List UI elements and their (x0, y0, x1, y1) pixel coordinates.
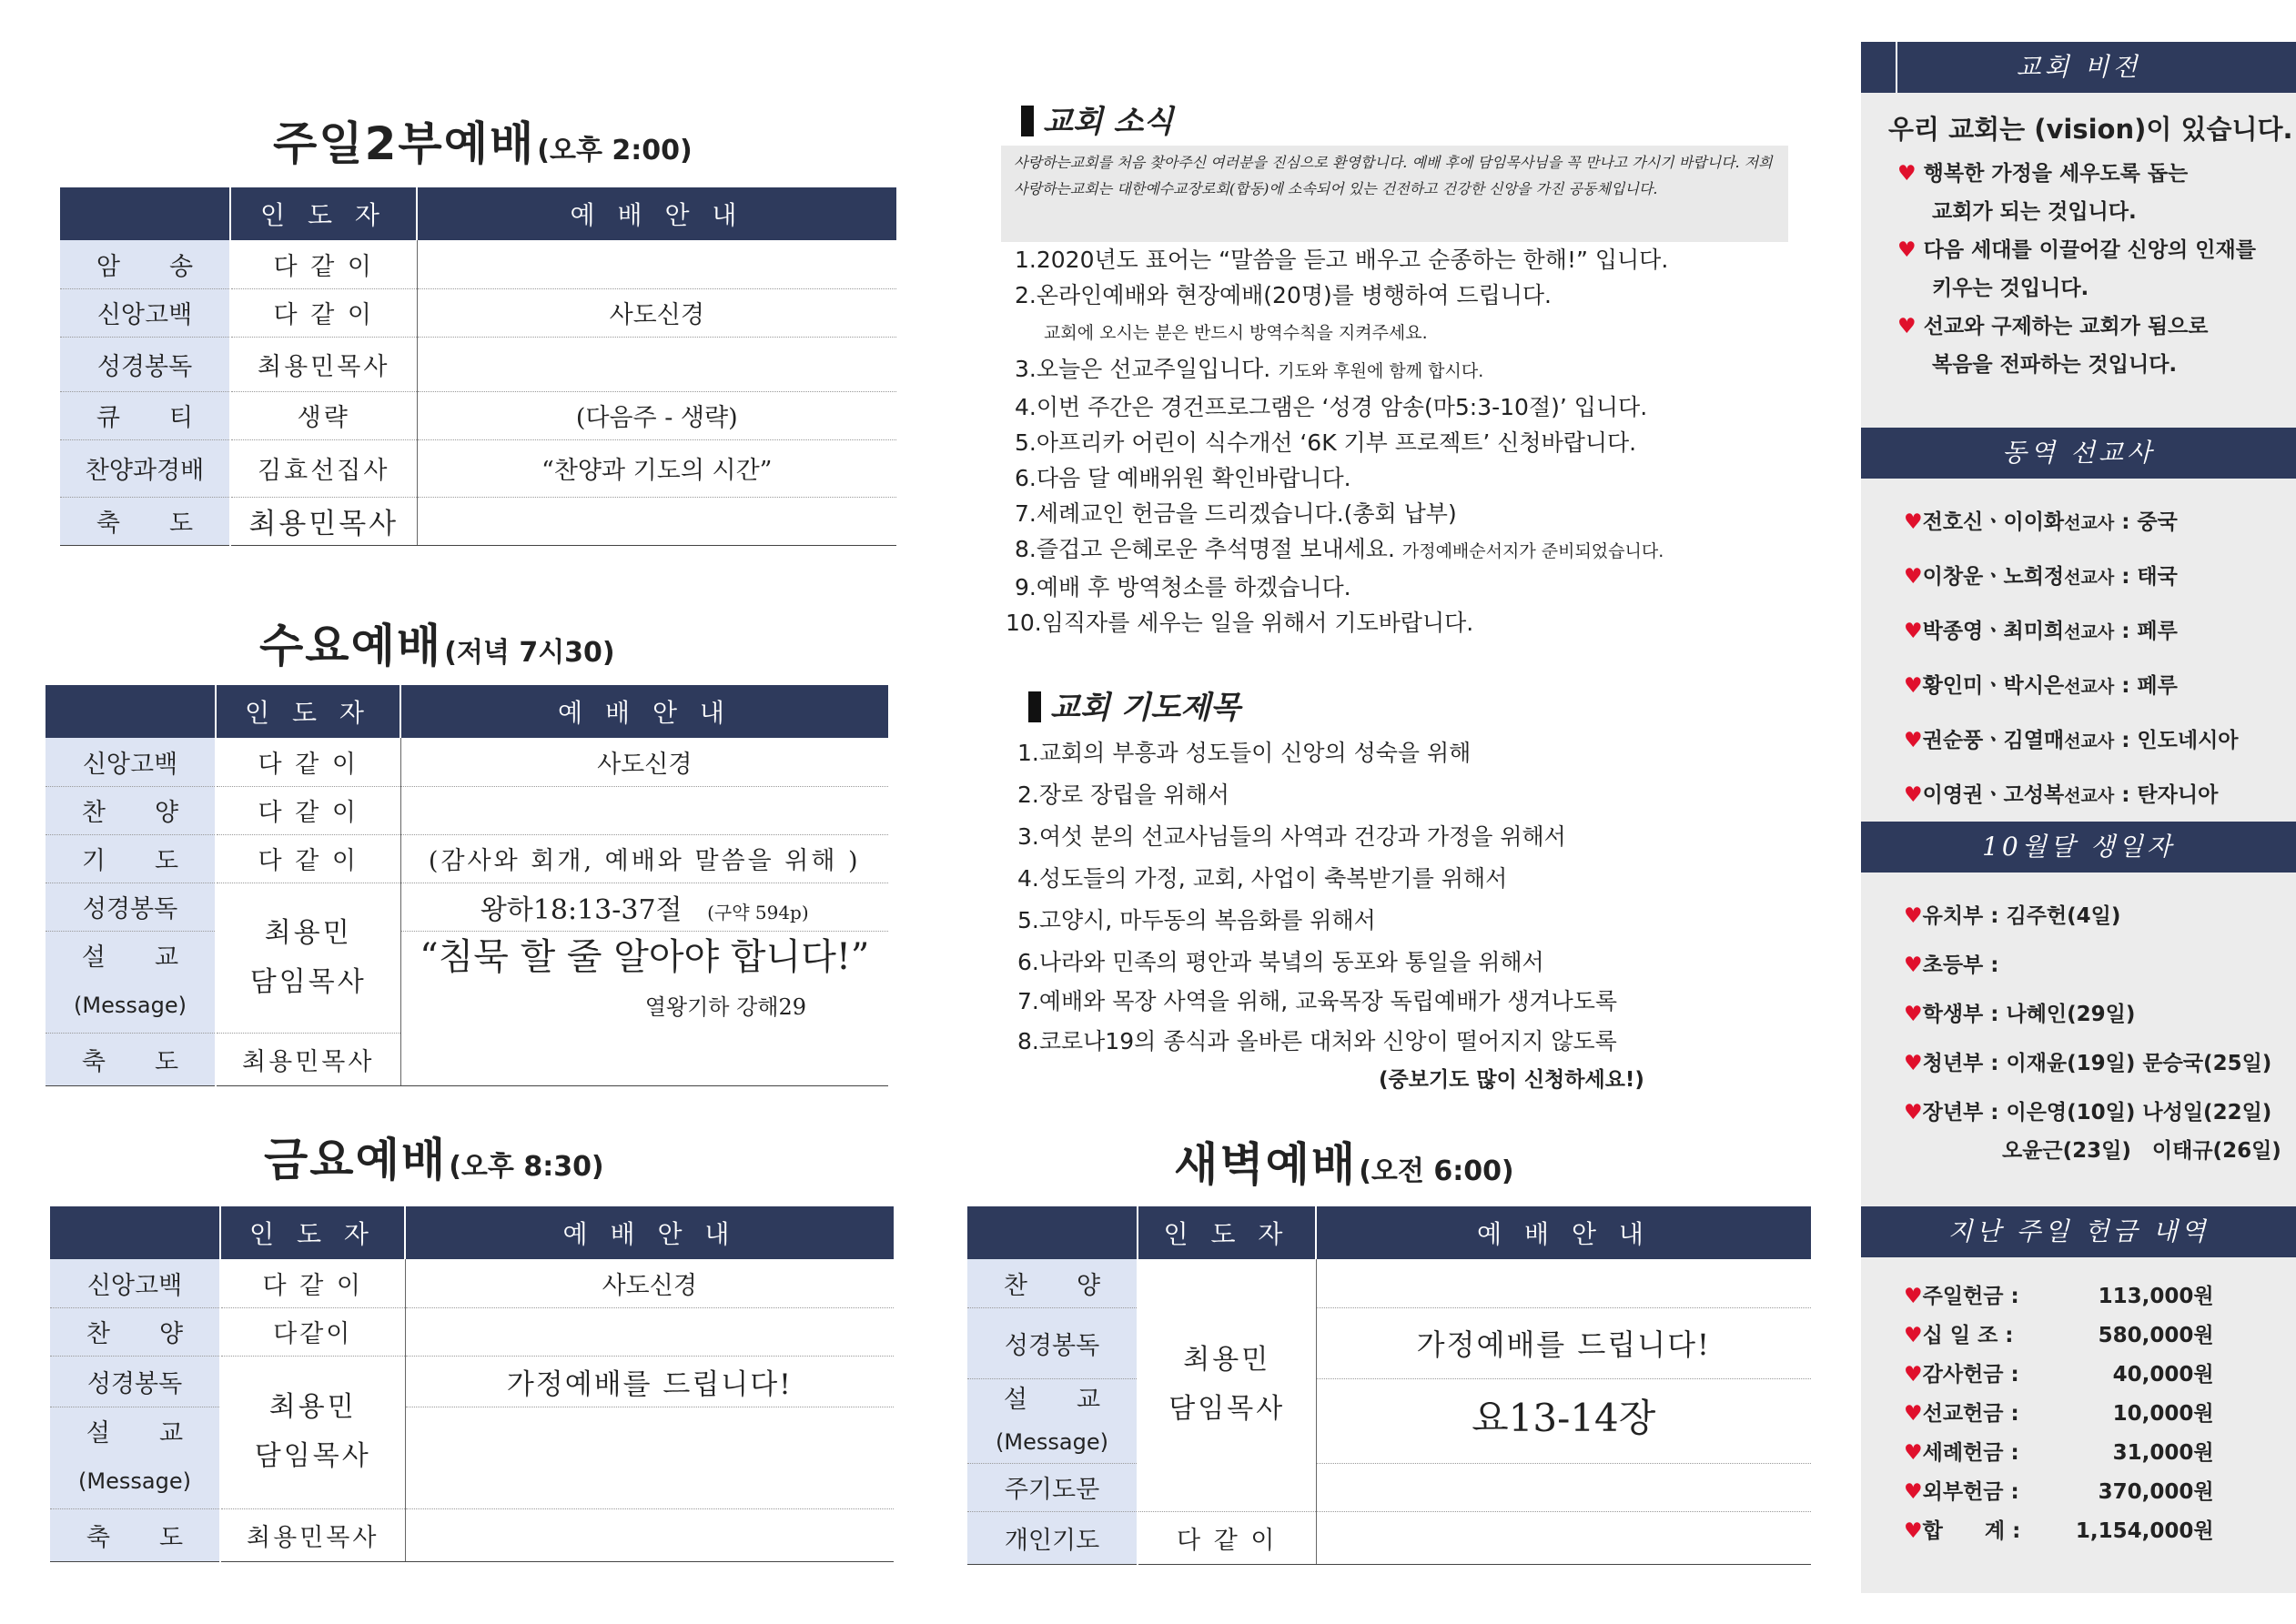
header-blank (46, 685, 216, 738)
row-info (400, 786, 888, 834)
sunday-title (273, 107, 693, 173)
row-label: 축 도 (60, 497, 230, 545)
label-line-2: (Message) (78, 1468, 191, 1494)
row-label (967, 1378, 1138, 1463)
list-item: 10.임직자를 세우는 일을 위해서 기도바랍니다. (1006, 610, 1474, 636)
leader-name: 최용민 (264, 916, 352, 949)
row-info: “찬양과 기도의 시간” (417, 439, 896, 497)
heart-icon: ♥ (1904, 1480, 1923, 1504)
header-leader: 인 도 자 (230, 187, 417, 240)
row-label: 찬 양 (46, 786, 216, 834)
heading-bar-icon (1021, 106, 1034, 136)
list-item: ♥ 합 계 : 1,154,000원 (1904, 1512, 2214, 1551)
header-info: 예 배 안 내 (1316, 1206, 1811, 1259)
list-item: 6.나라와 민족의 평안과 북녘의 동포와 통일을 위해서 (1017, 949, 1544, 975)
table-row (967, 1511, 1811, 1564)
row-label: 암 송 (60, 240, 230, 288)
heart-icon: ♥ (1904, 620, 1923, 643)
list-item: ♥ 선교와 구제하는 교회가 됨으로 복음을 전파하는 것입니다. (1897, 315, 2209, 377)
row-label: 찬 양 (967, 1259, 1138, 1307)
birthdays-heading (1861, 822, 2296, 873)
list-item: 4.성도들의 가정, 교회, 사업이 축복받기를 위해서 (1017, 865, 1508, 892)
list-item: ♥ 다음 세대를 이끌어갈 신앙의 인재를 키우는 것입니다. (1897, 238, 2256, 300)
row-leader: 다 같 이 (216, 786, 400, 834)
wednesday-time: (저녁 7시30) (444, 637, 615, 669)
news-heading (1021, 96, 1173, 141)
offerings-heading (1861, 1206, 2296, 1257)
row-label: 찬 양 (50, 1307, 220, 1356)
heart-icon: ♥ (1897, 315, 1917, 338)
friday-title-main: 금요예배 (264, 1134, 448, 1186)
prayer-heading (1028, 682, 1240, 727)
row-info (400, 931, 888, 1033)
row-label: 성경봉독 (60, 337, 230, 391)
list-item: ♥초등부 : (1904, 953, 1999, 977)
heart-icon: ♥ (1904, 783, 1923, 807)
birthdays-list (1904, 892, 2281, 1170)
row-label: 신앙고백 (60, 288, 230, 337)
row-leader: 최용민목사 (230, 337, 417, 391)
dawn-title-main: 새벽예배 (1174, 1138, 1358, 1191)
sermon-series: 열왕기하 강해29 (644, 994, 806, 1020)
sunday-title-main: 주일2부예배 (273, 117, 536, 170)
row-info: (다음주 - 생략) (417, 391, 896, 439)
list-item: 8.즐겁고 은혜로운 추석명절 보내세요. 가정예배순서지가 준비되었습니다. (1015, 536, 1664, 562)
list-item: 6.다음 달 예배위원 확인바랍니다. (1015, 465, 1351, 491)
list-item: ♥학생부 : 나혜인(29일) (1904, 1003, 2136, 1026)
row-label: 개인기도 (967, 1511, 1138, 1564)
list-item: ♥ 세례헌금 : 31,000원 (1904, 1434, 2214, 1473)
row-leader: 생략 (230, 391, 417, 439)
sermon-title: “침묵 할 줄 알아야 합니다!” (420, 935, 870, 978)
list-item: ♥황인미ㆍ박시은선교사 : 페루 (1904, 674, 2178, 698)
news-list (1006, 242, 1669, 641)
list-item: ♥ 주일헌금 : 113,000원 (1904, 1277, 2214, 1316)
list-item: 3.여섯 분의 선교사님들의 사역과 건강과 가정을 위해서 (1017, 823, 1566, 850)
list-item: ♥ 외부헌금 : 370,000원 (1904, 1473, 2214, 1512)
scripture-page: (구약 594p) (707, 901, 809, 923)
list-item: 3.오늘은 선교주일입니다. 기도와 후원에 함께 합시다. (1015, 356, 1484, 382)
row-info (405, 1307, 894, 1356)
row-leader: 다 같 이 (216, 738, 400, 786)
table-row (46, 738, 888, 786)
vision-list (1897, 155, 2256, 384)
header-blank (967, 1206, 1138, 1259)
row-info: 가정예배를 드립니다! (1316, 1307, 1811, 1378)
heart-icon: ♥ (1904, 510, 1923, 534)
row-info (400, 1033, 888, 1085)
prayer-heading-text: 교회 기도제목 (1050, 690, 1240, 726)
leader-name: 최용민 (1183, 1344, 1271, 1377)
list-item: 5.고양시, 마두동의 복음화를 위해서 (1017, 907, 1376, 933)
row-info (1316, 1463, 1811, 1511)
table-row (50, 1259, 894, 1307)
list-item: ♥이영권ㆍ고성복선교사 : 탄자니아 (1904, 783, 2219, 807)
header-blank (60, 187, 230, 240)
row-leader: 최용민목사 (216, 1033, 400, 1085)
table-row (60, 439, 896, 497)
row-info: 사도신경 (400, 738, 888, 786)
heart-icon: ♥ (1897, 238, 1917, 262)
heart-icon: ♥ (1904, 1052, 1923, 1075)
row-leader: 김효선집사 (230, 439, 417, 497)
vision-heading (1861, 42, 2296, 93)
birthdays-heading-text: 10월달 생일자 (1982, 832, 2175, 862)
news-heading-text: 교회 소식 (1043, 104, 1174, 140)
label-line-2: (Message) (996, 1428, 1108, 1455)
row-leader: 다 같 이 (230, 288, 417, 337)
heart-icon: ♥ (1904, 674, 1923, 698)
table-row (50, 1356, 894, 1407)
heart-icon: ♥ (1904, 1363, 1923, 1387)
leader-name: 최용민 (268, 1391, 357, 1423)
list-item: ♥이창운ㆍ노희정선교사 : 태국 (1904, 565, 2178, 589)
table-row (50, 1307, 894, 1356)
header-leader: 인 도 자 (220, 1206, 405, 1259)
row-label: 성경봉독 (50, 1356, 220, 1407)
row-label: 신앙고백 (46, 738, 216, 786)
wednesday-title (259, 610, 615, 675)
row-info (417, 497, 896, 545)
heart-icon: ♥ (1904, 565, 1923, 589)
table-row (50, 1407, 894, 1508)
list-item: 4.이번 주간은 경건프로그램은 ‘성경 암송(마5:3-10절)’ 입니다. (1015, 394, 1648, 420)
table-row (967, 1259, 1811, 1307)
heart-icon: ♥ (1904, 953, 1923, 977)
row-label: 큐 티 (60, 391, 230, 439)
list-item: ♥유치부 : 김주헌(4일) (1904, 904, 2121, 928)
prayer-list (1017, 732, 1617, 1064)
row-info (405, 1508, 894, 1561)
row-info (400, 883, 888, 931)
leader-title: 담임목사 (254, 1440, 371, 1472)
list-item: ♥장년부 : 이은영(10일) 나성일(22일) 오윤근(23일) 이태규(26일) (1904, 1101, 2281, 1163)
table-header (46, 685, 888, 738)
list-item: ♥ 감사헌금 : 40,000원 (1904, 1356, 2214, 1395)
table-row (46, 883, 888, 931)
list-item: 8.코로나19의 종식과 올바른 대처와 신앙이 떨어지지 않도록 (1017, 1028, 1617, 1054)
friday-title (264, 1124, 604, 1189)
header-leader: 인 도 자 (216, 685, 400, 738)
header-info: 예 배 안 내 (405, 1206, 894, 1259)
row-info (405, 1407, 894, 1508)
heart-icon: ♥ (1904, 1003, 1923, 1026)
row-label: 성경봉독 (967, 1307, 1138, 1378)
label-line-2: (Message) (74, 993, 187, 1018)
welcome-box: 사랑하는교회를 처음 찾아주신 여러분을 진심으로 환영합니다. 예배 후에 담임목사님을 꼭 만나고 가시기 바랍니다. 저희 사랑하는교회는 대한예수교장로회(합동)에 소속되어 있는 건전하고 건강한 신앙을 가진 공동체입니다. (1001, 146, 1788, 242)
vision-lead: 우리 교회는 (vision)이 있습니다. (1888, 114, 2293, 145)
table-header (50, 1206, 894, 1259)
row-leader: 다 같 이 (220, 1259, 405, 1307)
row-info: (감사와 회개, 예배와 말씀을 위해 ) (400, 834, 888, 883)
list-item: ♥박종영ㆍ최미희선교사 : 페루 (1904, 620, 2178, 643)
table-row (50, 1508, 894, 1561)
leader-title: 담임목사 (249, 965, 367, 998)
row-info (1316, 1511, 1811, 1564)
row-label: 기 도 (46, 834, 216, 883)
merged-leader (216, 883, 400, 1033)
table-row (60, 497, 896, 545)
missionaries-heading-text: 동역 선교사 (2001, 438, 2156, 468)
heart-icon: ♥ (1904, 729, 1923, 752)
list-item: ♥ 선교헌금 : 10,000원 (1904, 1395, 2214, 1434)
heart-icon: ♥ (1904, 1402, 1923, 1426)
row-label (46, 931, 216, 1033)
row-label: 주기도문 (967, 1463, 1138, 1511)
row-info: 요13-14장 (1316, 1378, 1811, 1463)
heart-icon: ♥ (1897, 162, 1917, 186)
row-info (1316, 1259, 1811, 1307)
list-item: 1.교회의 부흥과 성도들이 신앙의 성숙을 위해 (1017, 740, 1472, 766)
heart-icon: ♥ (1904, 1101, 1923, 1125)
friday-time: (오후 8:30) (449, 1151, 604, 1183)
table-row (967, 1463, 1811, 1511)
row-label: 찬양과경배 (60, 439, 230, 497)
leader-title: 담임목사 (1168, 1393, 1286, 1426)
table-row (46, 931, 888, 1033)
table-row (60, 337, 896, 391)
header-info: 예 배 안 내 (417, 187, 896, 240)
list-item: ♥청년부 : 이재윤(19일) 문승국(25일) (1904, 1052, 2272, 1075)
prayer-footer: (중보기도 많이 신청하세요!) (1379, 1068, 1644, 1092)
row-leader: 다 같 이 (1138, 1511, 1316, 1564)
table-row (46, 1033, 888, 1085)
table-header (60, 187, 896, 240)
wednesday-title-main: 수요예배 (259, 620, 443, 672)
row-label: 신앙고백 (50, 1259, 220, 1307)
row-leader: 최용민목사 (220, 1508, 405, 1561)
row-info (417, 240, 896, 288)
heart-icon: ♥ (1904, 1519, 1923, 1543)
table-header (967, 1206, 1811, 1259)
row-leader: 다 같 이 (216, 834, 400, 883)
table-row (60, 391, 896, 439)
heart-icon: ♥ (1904, 904, 1923, 928)
list-item: 2.장로 장립을 위해서 (1017, 782, 1229, 808)
dawn-time: (오전 6:00) (1359, 1155, 1514, 1187)
row-label: 축 도 (46, 1033, 216, 1085)
sunday-table (60, 187, 896, 546)
row-label (50, 1407, 220, 1508)
list-item: 5.아프리카 어린이 식수개선 ‘6K 기부 프로젝트’ 신청바랍니다. (1015, 429, 1637, 456)
row-info (417, 337, 896, 391)
list-item: 9.예배 후 방역청소를 하겠습니다. (1015, 574, 1351, 600)
dawn-table (967, 1206, 1811, 1565)
merged-leader (1138, 1259, 1316, 1511)
friday-table (50, 1206, 894, 1562)
heading-bar-icon (1028, 691, 1041, 722)
missionaries-heading (1861, 428, 2296, 479)
dawn-title (1174, 1128, 1514, 1194)
list-item: ♥ 행복한 가정을 세우도록 돕는 교회가 되는 것입니다. (1897, 162, 2189, 224)
list-item: ♥권순풍ㆍ김열매선교사 : 인도네시아 (1904, 729, 2239, 752)
row-info: 사도신경 (417, 288, 896, 337)
row-label: 성경봉독 (46, 883, 216, 931)
heart-icon: ♥ (1904, 1285, 1923, 1308)
list-item: ♥전호신ㆍ이이화선교사 : 중국 (1904, 510, 2178, 534)
label-line-1: 설 교 (1003, 1385, 1101, 1414)
row-leader: 다같이 (220, 1307, 405, 1356)
offerings-heading-text: 지난 주일 헌금 내역 (1947, 1216, 2210, 1246)
table-row (46, 834, 888, 883)
merged-leader (220, 1356, 405, 1508)
label-line-1: 설 교 (86, 1419, 184, 1447)
wednesday-table (46, 685, 888, 1086)
list-item: 7.세례교인 헌금을 드리겠습니다.(총회 납부) (1015, 500, 1457, 527)
header-info: 예 배 안 내 (400, 685, 888, 738)
heart-icon: ♥ (1904, 1324, 1923, 1347)
list-item: 1.2020년도 표어는 “말씀을 듣고 배우고 순종하는 한해!” 입니다. (1015, 247, 1669, 273)
row-leader: 다 같 이 (230, 240, 417, 288)
row-label: 축 도 (50, 1508, 220, 1561)
table-row (60, 240, 896, 288)
header-leader: 인 도 자 (1138, 1206, 1316, 1259)
offerings-list (1904, 1277, 2214, 1551)
heading-strip (1896, 42, 1897, 93)
row-info: 사도신경 (405, 1259, 894, 1307)
scripture: 왕하18:13-37절 (480, 893, 683, 926)
label-line-1: 설 교 (81, 943, 179, 972)
table-row (967, 1307, 1811, 1378)
row-leader: 최용민목사 (230, 497, 417, 545)
sunday-time: (오후 2:00) (537, 135, 693, 166)
row-info: 가정예배를 드립니다! (405, 1356, 894, 1407)
vision-heading-text: 교회 비전 (2016, 52, 2141, 82)
table-row (967, 1378, 1811, 1463)
list-item: 7.예배와 목장 사역을 위해, 교육목장 독립예배가 생겨나도록 (1017, 988, 1618, 1014)
header-blank (50, 1206, 220, 1259)
missionaries-list (1904, 496, 2239, 823)
table-row (60, 288, 896, 337)
heart-icon: ♥ (1904, 1441, 1923, 1465)
list-item: ♥ 십 일 조 : 580,000원 (1904, 1316, 2214, 1356)
table-row (46, 786, 888, 834)
list-item: 2.온라인예배와 현장예배(20명)를 병행하여 드립니다. (1015, 282, 1552, 308)
list-item: 교회에 오시는 분은 반드시 방역수칙을 지켜주세요. (1044, 323, 1428, 343)
